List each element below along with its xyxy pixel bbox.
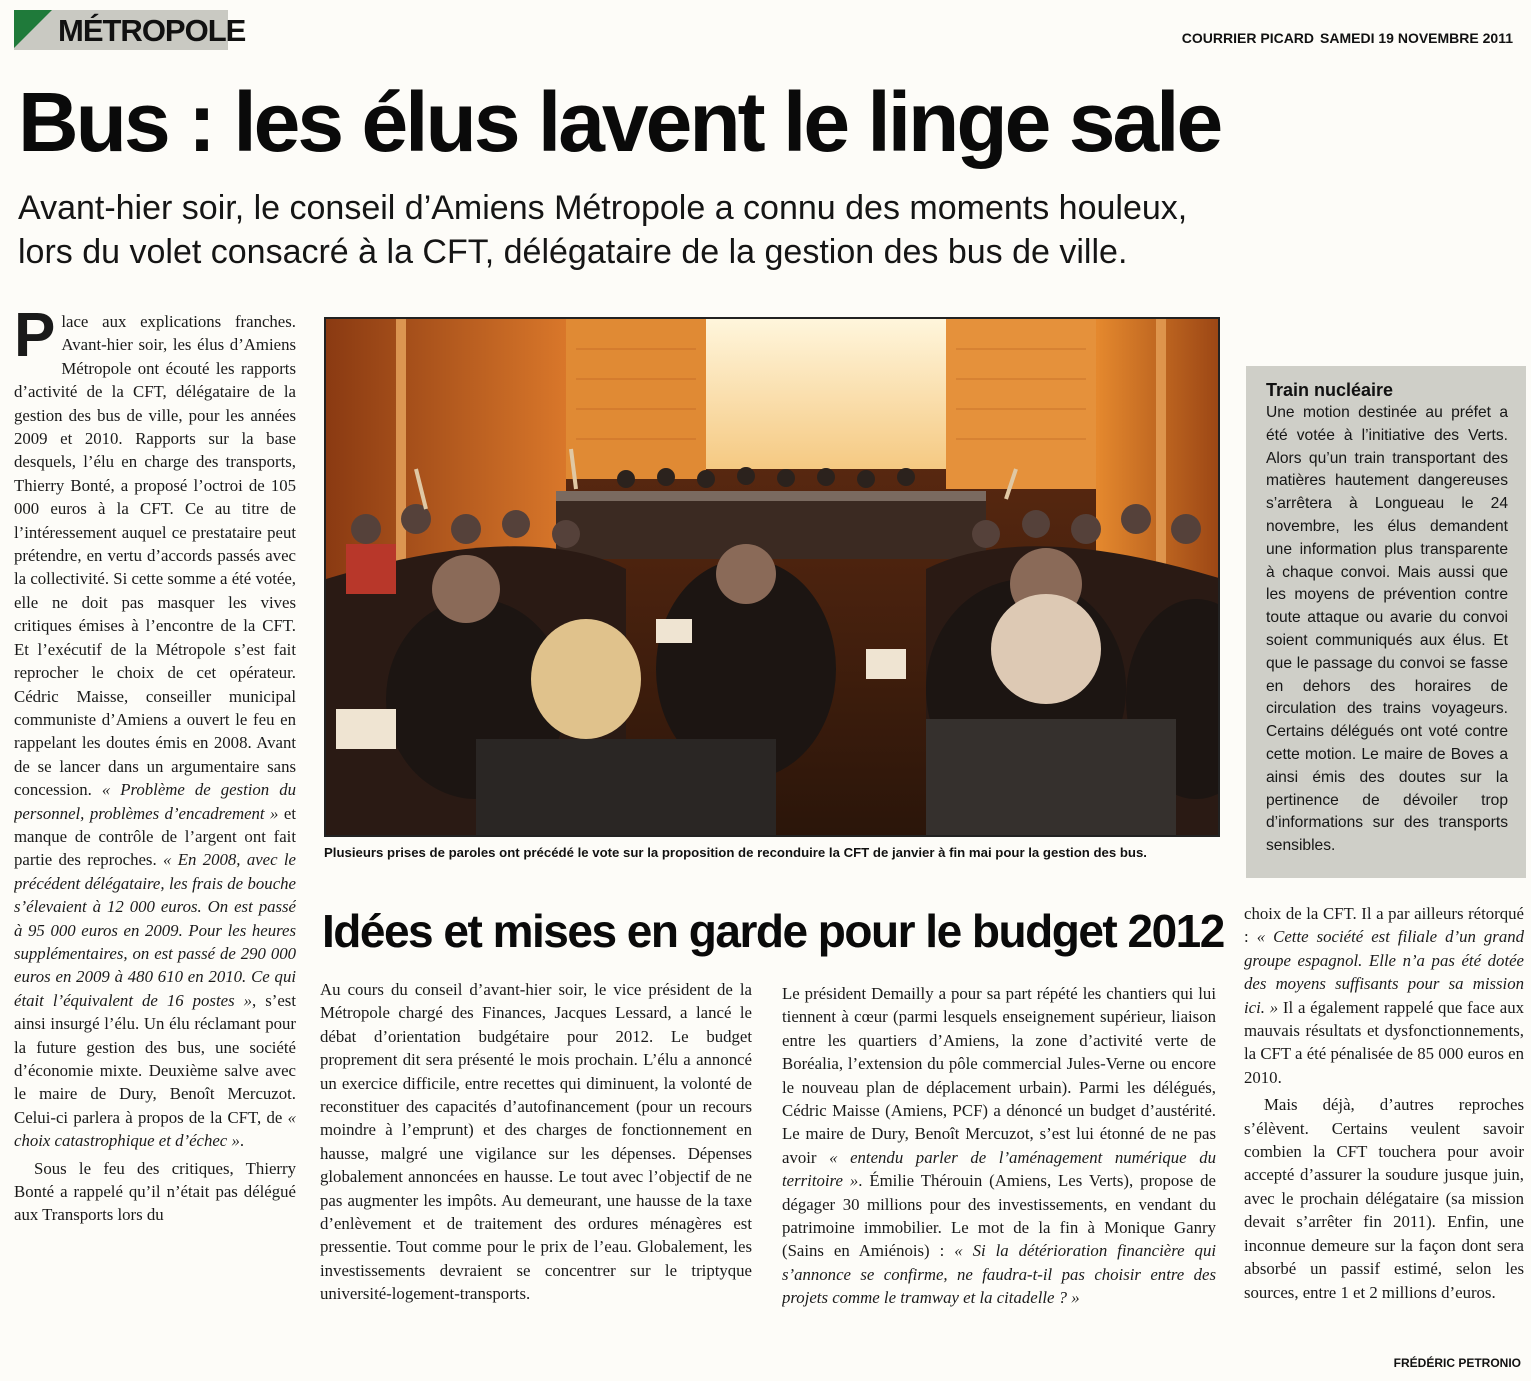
standfirst — [18, 186, 1498, 274]
article-paragraph-2-end — [1244, 902, 1524, 1089]
budget-p2-part-b: . Émilie Thérouin (Amiens, Les Verts), propose de dégager 30 millions pour des investissements, en vendant du patrimoine immobilier. Le mot de la fin à Monique Ganry (Sains en Amiénois) : — [782, 1171, 1216, 1261]
budget-p2-quote-1: « entendu parler de l’aménagement numérique du territoire » — [782, 1147, 1216, 1191]
council-photo — [324, 317, 1220, 837]
p2-part-a: Sous le feu des critiques, Thierry Bonté a rappelé qu’il n’était pas délégué aux Transports lors du — [14, 1158, 296, 1225]
council-chamber-image — [326, 319, 1220, 837]
p1-part-b: et manque de contrôle de l’argent ont fait partie des reproches. — [14, 803, 296, 870]
budget-column-2 — [782, 982, 1216, 1378]
article-column-1 — [14, 310, 296, 1370]
headline: Bus : les élus lavent le linge sale — [18, 75, 1221, 169]
publication-date: SAMEDI 19 NOVEMBRE 2011 — [1320, 30, 1513, 46]
p1-quote-3: « choix catastrophique et d’échec » — [14, 1107, 296, 1151]
budget-paragraph-1: Au cours du conseil d’avant-hier soir, le vice président de la Métropole chargé des Finances, Jacques Lessard, a lancé le débat d’orientation budgétaire pour 2012. Le budget proprement dit sera présenté le mois prochain. L’élu a annoncé un exercice difficile, entre recettes qui diminuent, la volonté de reconstituer des capacités d’autofinancement (pour un recours moindre à l’emprunt) et des charges de fonctionnement en hausse, malgré une vigilance sur les dépenses. Dépenses globalement annoncées en hausse. Le tout avec l’objectif de ne pas augmenter les impôts. Au demeurant, une hausse de la taxe d’enlèvement et de traitement des ordures ménagères est pressentie. Tout comme pour le prix de l’eau. Globalement, les investissements devraient se concentrer sur le triptyque université-logement-transports. — [320, 980, 752, 1304]
budget-paragraph-2 — [782, 982, 1216, 1310]
section-rubric — [14, 10, 246, 50]
article-paragraph-1 — [14, 310, 296, 1153]
sidebar-text: Une motion destinée au préfet a été votée à l’initiative des Verts. Alors qu’un train transportant des matières hautement dangereuses s’arrêtera à Longueau le 24 novembre, les élus demandent une information plus transparente à chaque convoi. Mais aussi que les moyens de prévention contre toute attaque ou avarie du convoi soient communiqués aux élus. Et que le passage du convoi se fasse en dehors des horaires de circulation des trains voyageurs. Certains délégués ont voté contre cette motion. Le maire de Boves a ainsi émis des doutes sur la pertinence de dévoiler trop d’informations sur des transports sensibles. — [1266, 404, 1508, 855]
budget-p2-quote-2: « Si la détérioration financière qui s’annonce se confirme, ne faudra-t-il pas choisir entre des projets comme le tramway et la citadelle ? » — [782, 1241, 1216, 1308]
p2-quote-1: « Cette société est filiale d’un grand groupe espagnol. Elle n’a pas été dotée des moyens suffisants pour sa mission ici. » — [1244, 927, 1524, 1017]
masthead — [1182, 30, 1513, 46]
standfirst-line-2: lors du volet consacré à la CFT, délégataire de la gestion des bus de ville. — [18, 233, 1128, 271]
budget-column-1 — [320, 978, 752, 1378]
publication-name: COURRIER PICARD — [1181, 30, 1315, 46]
dropcap: P — [14, 310, 56, 370]
rubric-triangle — [14, 10, 52, 48]
standfirst-line-1: Avant-hier soir, le conseil d’Amiens Métropole a connu des moments houleux, — [18, 189, 1188, 227]
byline: FRÉDÉRIC PETRONIO — [1393, 1356, 1521, 1370]
sidebar-title: Train nucléaire — [1266, 380, 1394, 400]
p1-part-d: . — [239, 1131, 245, 1151]
article-paragraph-3: Mais déjà, d’autres reproches s’élèvent. Certains veulent savoir combien la CFT touchera pour avoir accepté d’assurer la soudure jusque juin, avec le prochain délégataire (sa mission devait s’arrêter fin 2011). Enfin, une inconnue demeure sur la façon dont sera absorbé un passif estimé, selon les sources, entre 1 et 2 millions d’euros. — [1244, 1095, 1524, 1302]
article-paragraph-2-start — [14, 1157, 296, 1227]
p1-part-c: , s’est ainsi insurgé l’élu. Un élu réclamant pour la future gestion des bus, une société d’économie mixte. Deuxième salve avec le maire de Dury, Benoît Mercuzot. Celui-ci parlera à propos de la CFT, de — [14, 990, 296, 1127]
p2-part-c: Il a également rappelé que face aux mauvais résultats et dysfonctionnements, la CFT a été pénalisée de 85 000 euros en 2010. — [1244, 997, 1524, 1087]
p2-part-b: choix de la CFT. Il a par ailleurs rétorqué : — [1244, 904, 1524, 947]
rubric-label: MÉTROPOLE — [58, 13, 246, 48]
photo-caption: Plusieurs prises de paroles ont précédé le vote sur la proposition de reconduire la CFT de janvier à fin mai pour la gestion des bus. — [324, 845, 1147, 860]
p1-quote-1: « Problème de gestion du personnel, problèmes d’encadrement » — [14, 780, 296, 823]
sidebar-box — [1246, 366, 1526, 878]
p1-quote-2: « En 2008, avec le précédent délégataire, les frais de bouche s’élevaient à 12 000 euros. On est passé à 95 000 euros en 2009. Pour les heures supplémentaires, on est passé de 290 000 euros en 2009 à 480 610 en 2010. Ce qui était l’équivalent de 16 postes » — [14, 850, 296, 1010]
p1-part-a: lace aux explications franches. Avant-hier soir, les élus d’Amiens Métropole ont écouté les rapports d’activité de la CFT, délégataire de la gestion des bus de ville, pour les années 2009 et 2010. Rapports sur la base desquels, l’élu en charge des transports, Thierry Bonté, a proposé l’octroi de 105 000 euros à la CFT. Ce au titre de l’intéressement auquel ce prestataire peut prétendre, en vertu d’accords passés avec la collectivité. Si cette somme a été votée, elle ne doit pas masquer les vives critiques émises à l’encontre de la CFT. Et l’exécutif de la Métropole s’est fait reprocher le choix de cet opérateur. Cédric Maisse, conseiller municipal communiste d’Amiens a ouvert le feu en rappelant les doutes émis en 2008. Avant de se lancer dans un argumentaire sans concession. — [14, 312, 296, 800]
article-column-continued — [1244, 902, 1524, 1352]
budget-subhead: Idées et mises en garde pour le budget 2012 — [322, 905, 1224, 957]
budget-p2-part-a: Le président Demailly a pour sa part répété les chantiers qui lui tiennent à cœur (parmi lesquels enseignement supérieur, liaison entre les quartiers d’Amiens, la zone d’activité verte de Boréalia, l’extension du pôle commercial Jules-Verne ou encore le nouveau plan de déplacement urbain). Parmi les délégués, Cédric Maisse (Amiens, PCF) a dénoncé un budget d’austérité. Le maire de Dury, Benoît Mercuzot, s’est lui étonné de ne pas avoir — [782, 984, 1216, 1167]
